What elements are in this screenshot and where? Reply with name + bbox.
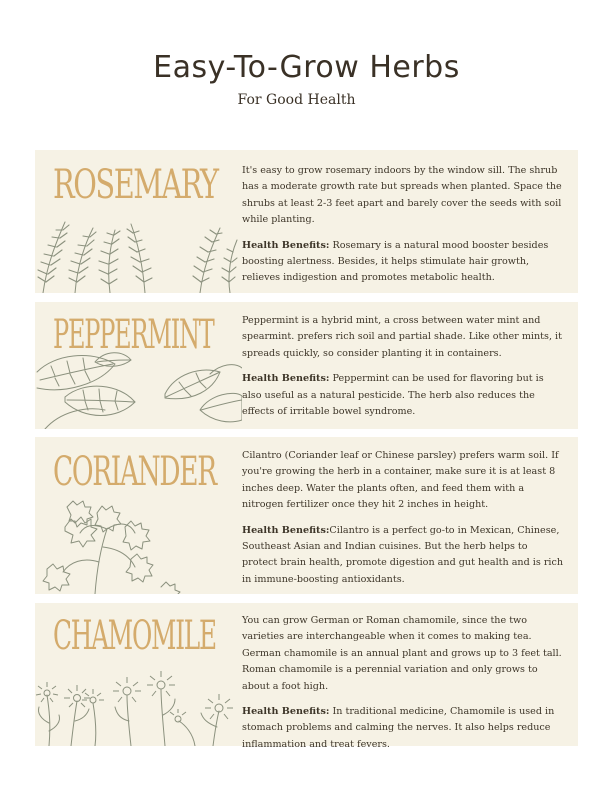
herb-text [242, 613, 564, 762]
herb-card-chamomile [35, 603, 578, 750]
herb-name: PEPPERMINT [53, 312, 214, 358]
herb-description: Peppermint is a hybrid mint, a cross between water mint and spearmint. prefers rich soil and partial shade. Like other mints, it spreads quickly, so consider planting it in containers. [242, 315, 562, 359]
herb-name: CORIANDER [53, 449, 216, 495]
benefits-text: Rosemary is a natural mood booster besides boosting alertness. Besides, it helps stimulate hair growth, relieves indigestion and promotes metabolic health. [242, 239, 549, 284]
herb-name: ROSEMARY [53, 162, 218, 208]
page-subtitle: For Good Health [237, 92, 356, 108]
benefits-label: Health Benefits: [242, 706, 330, 718]
herb-text [242, 163, 564, 296]
benefits-text: Peppermint can be used for flavoring but is also useful as a natural pesticide. The herb also reduces the effects of irritable bowel syndrome. [242, 373, 544, 418]
herb-card-coriander [35, 437, 578, 594]
herb-benefits [242, 704, 564, 753]
benefits-text: Cilantro is a perfect go-to in Mexican, Chinese, Southeast Asian and Indian cuisines. But the herb helps to protect brain health, promote digestion and gut health and is rich in immune-boosting antioxidants. [242, 524, 564, 585]
herb-card-peppermint [35, 302, 578, 429]
herb-benefits [242, 523, 564, 589]
herb-card-rosemary [35, 150, 578, 293]
herb-text [242, 448, 564, 597]
herb-description: Cilantro (Coriander leaf or Chinese parsley) prefers warm soil. If you're growing the herb in a container, make sure it is at least 8 inches deep. Water the plants often, and feed them with a nitrogen fertilizer once they hit 2 inches in height. [242, 450, 559, 511]
benefits-label: Health Benefits: [242, 239, 330, 251]
page-title: Easy-To-Grow Herbs [153, 50, 460, 85]
herb-benefits [242, 238, 564, 287]
herb-text [242, 313, 564, 429]
herb-benefits [242, 371, 564, 420]
herb-name: CHAMOMILE [53, 613, 216, 659]
benefits-label: Health Benefits: [242, 524, 330, 536]
herb-description: You can grow German or Roman chamomile, since the two varieties are interchangeable when it comes to making tea. German chamomile is an annual plant and grows up to 3 feet tall. Roman chamomile is a perennial variation and only grows to about a foot high. [242, 615, 562, 692]
benefits-text: In traditional medicine, Chamomile is used in stomach problems and calming the nerves. It also helps reduce inflammation and treat fevers. [242, 706, 555, 750]
herb-description: It's easy to grow rosemary indoors by the window sill. The shrub has a moderate growth rate but spreads when planted. Space the shrubs at least 2-3 feet apart and barely cover the seeds with soil while planting. [242, 165, 562, 226]
benefits-label: Health Benefits: [242, 373, 330, 385]
